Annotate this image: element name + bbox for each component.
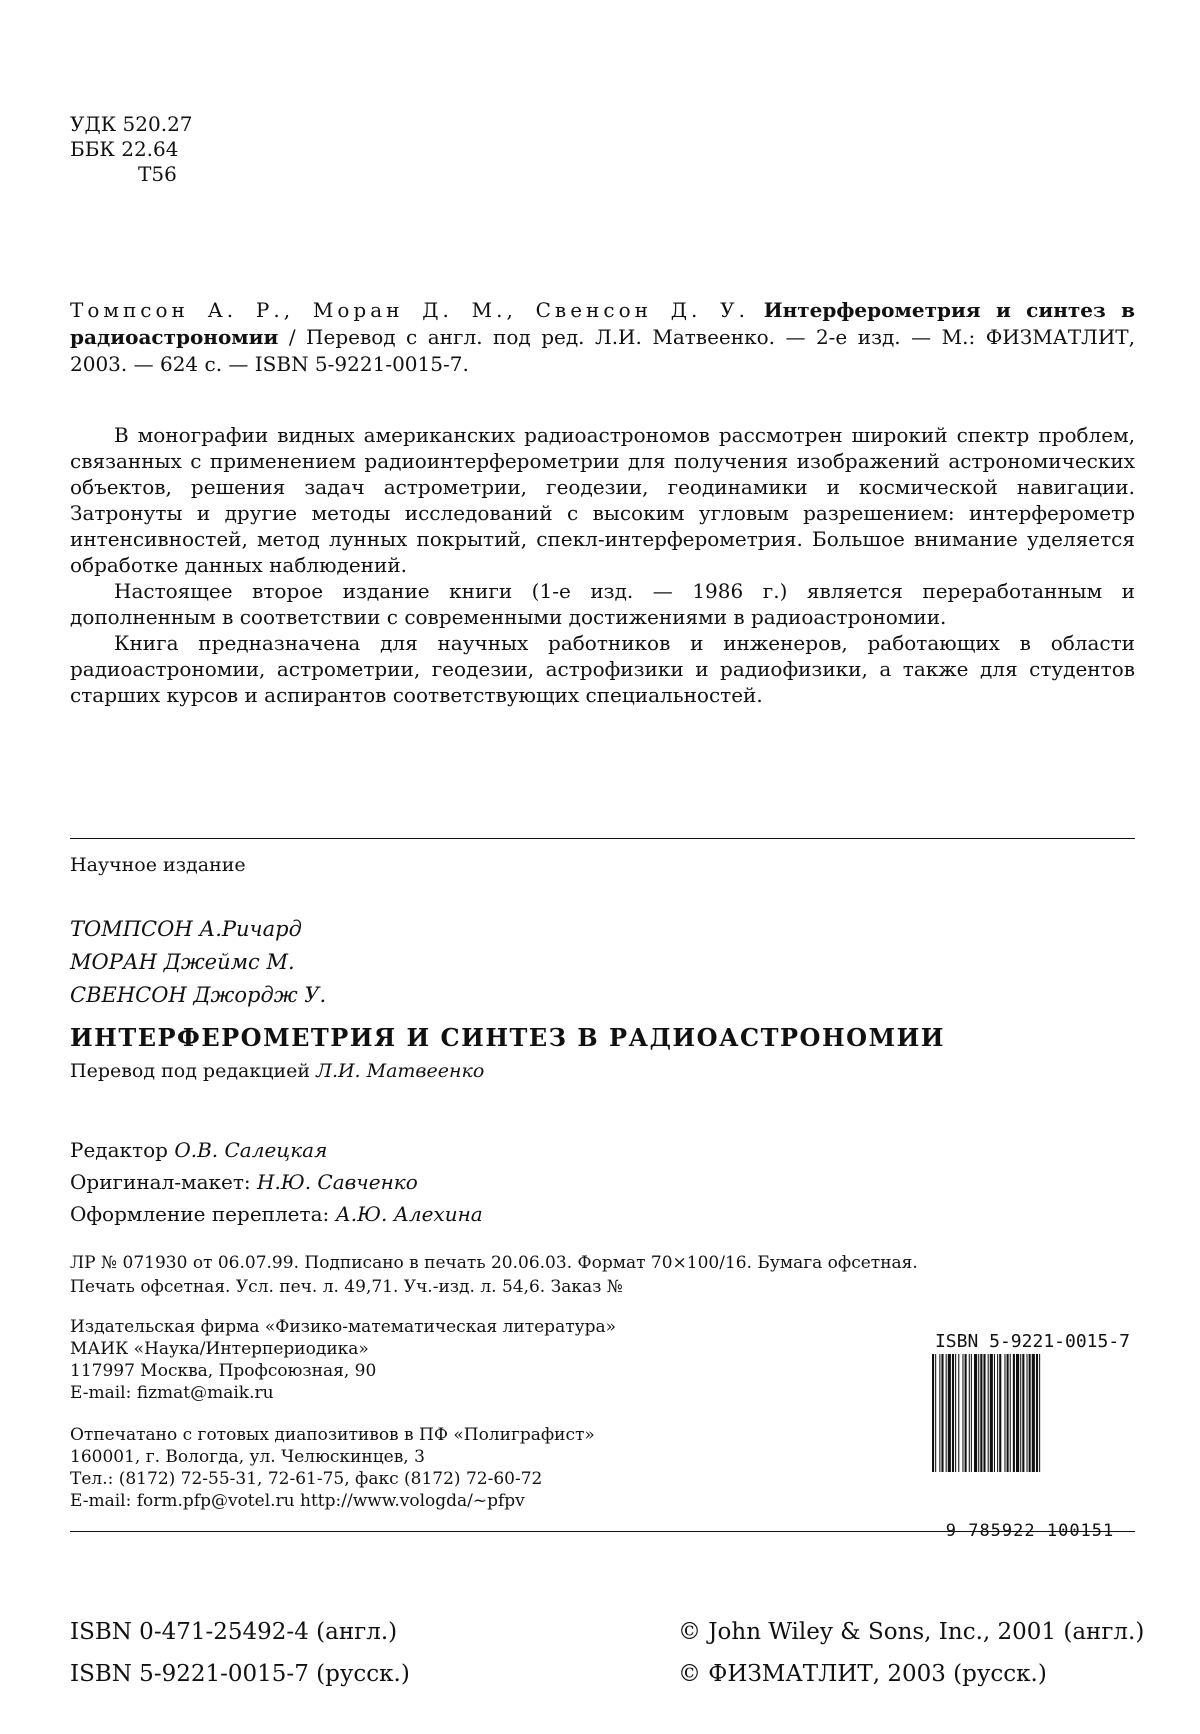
bbk-code: ББК 22.64 (70, 137, 179, 161)
barcode-bar (1013, 1354, 1015, 1472)
imprint-author: МОРАН Джеймс М. (70, 950, 295, 974)
udk-code: УДК 520.27 (70, 112, 193, 136)
citation-title: Интерферометрия и синтез в радиоастрономии (70, 298, 1136, 349)
imprint-author: ТОМПСОН А.Ричард (70, 917, 302, 941)
copyright-fizmatlit: © ФИЗМАТЛИТ, 2003 (русск.) (678, 1661, 1047, 1687)
isbn-russian: ISBN 5-9221-0015-7 (русск.) (70, 1661, 410, 1687)
translation-line (70, 1058, 484, 1085)
staff-name: А.Ю. Алехина (335, 1202, 483, 1226)
barcode-bar (974, 1354, 977, 1472)
divider-bottom (70, 1531, 1135, 1532)
edition-type: Научное издание (70, 854, 246, 876)
citation-details: / Перевод с англ. под ред. Л.И. Матвеенко. — 2-е изд. — М.: ФИЗМАТЛИТ, 2003. — 624 с. — ISBN 5-9221-0015-7. (70, 325, 1135, 376)
staff-role: Оригинал-макет: (70, 1170, 251, 1194)
annotation (70, 422, 1135, 708)
barcode-bar (1007, 1354, 1009, 1472)
citation-authors: Томпсон А. Р., Моран Д. М., Свенсон Д. У. (70, 298, 749, 322)
barcode-bar (1016, 1354, 1019, 1472)
annotation-paragraph: В монографии видных американских радиоастрономов рассмотрен широкий спектр проблем, связанных с применением радиоинтерферометрии для получения изображений астрономических объектов, решения задач астрометрии, геодезии, геодинамики и космической навигации. Затронуты и другие методы исследований с высоким угловым разрешением: интерферометр интенсивностей, метод лунных покрытий, спекл-интерферометрия. Большое внимание уделяется обработке данных наблюдений. (70, 423, 1135, 577)
barcode-bar (1004, 1354, 1005, 1472)
barcode-bar (1029, 1354, 1031, 1472)
barcode-bar (935, 1354, 936, 1472)
barcode-bar (1032, 1354, 1035, 1472)
barcode-bar (1027, 1354, 1028, 1472)
barcode-bar (1039, 1354, 1040, 1472)
barcode-bar (988, 1354, 989, 1472)
printer-line: Отпечатано с готовых диапозитивов в ПФ «Полиграфист» (70, 1425, 595, 1445)
print-info-line: Печать офсетная. Усл. печ. л. 49,71. Уч.-изд. л. 54,6. Заказ № (70, 1277, 623, 1297)
imprint-author: СВЕНСОН Джордж У. (70, 983, 327, 1007)
publisher-line: E-mail: fizmat@maik.ru (70, 1383, 274, 1403)
barcode-bar (941, 1354, 943, 1472)
barcode-bar (1036, 1354, 1038, 1472)
barcode-bar (1010, 1354, 1011, 1472)
annotation-paragraph: Книга предназначена для научных работников и инженеров, работающих в области радиоастрономии, астрометрии, геодезии, астрофизики и радиофизики, а также для студентов старших курсов и аспирантов соответствующих специальностей. (70, 631, 1135, 707)
barcode-isbn: ISBN 5-9221-0015-7 (934, 1331, 1131, 1352)
author-mark: Т56 (138, 162, 177, 186)
barcode-bar (971, 1354, 972, 1472)
bibliographic-citation (70, 297, 1135, 378)
copyright-wiley: © John Wiley & Sons, Inc., 2001 (англ.) (678, 1619, 1145, 1645)
barcode-bar (978, 1354, 979, 1472)
barcode-bar (980, 1354, 982, 1472)
barcode-bar (946, 1354, 947, 1472)
staff-row (70, 1166, 483, 1198)
barcode-bar (1020, 1354, 1021, 1472)
translation-label: Перевод под редакцией (70, 1060, 311, 1082)
staff-name: Н.Ю. Савченко (257, 1170, 418, 1194)
staff-row (70, 1134, 483, 1166)
barcode-bar (932, 1354, 934, 1472)
barcode-bar (997, 1354, 998, 1472)
barcode-bar (1022, 1354, 1024, 1472)
book-title: ИНТЕРФЕРОМЕТРИЯ И СИНТЕЗ В РАДИОАСТРОНОМИИ (70, 1023, 945, 1052)
barcode-bar (962, 1354, 963, 1472)
barcode-bar (955, 1354, 956, 1472)
barcode-icon (930, 1354, 1135, 1472)
print-info-line: ЛР № 071930 от 06.07.99. Подписано в печать 20.06.03. Формат 70×100/16. Бумага офсетная. (70, 1253, 918, 1273)
annotation-paragraph: Настоящее второе издание книги (1-е изд. — 1986 г.) является переработанным и дополненным в соответствии с современными достижениями в радиоастрономии. (70, 579, 1135, 629)
printer-info (70, 1424, 830, 1512)
barcode-bar (952, 1354, 954, 1472)
publisher-line: МАИК «Наука/Интерпериодика» (70, 1339, 369, 1359)
staff-list (70, 1134, 483, 1230)
staff-name: О.В. Салецкая (174, 1138, 328, 1162)
staff-role: Оформление переплета: (70, 1202, 330, 1226)
printer-line: 160001, г. Вологда, ул. Челюскинцев, 3 (70, 1447, 425, 1467)
barcode-bar (939, 1354, 940, 1472)
divider-top (70, 838, 1135, 839)
staff-row (70, 1198, 483, 1230)
barcode-bar (983, 1354, 985, 1472)
printer-line: Тел.: (8172) 72-55-31, 72-61-75, факс (8172) 72-60-72 (70, 1469, 543, 1489)
translation-editor: Л.И. Матвеенко (316, 1060, 485, 1082)
print-info (70, 1251, 1135, 1299)
classification-block (70, 112, 193, 187)
barcode-bar (994, 1354, 995, 1472)
barcode-bar (990, 1354, 993, 1472)
staff-role: Редактор (70, 1138, 168, 1162)
barcode-digits: 9 785922 100151 (920, 1518, 1140, 1545)
barcode-bar (965, 1354, 967, 1472)
publisher-line: Издательская фирма «Физико-математическая литература» (70, 1317, 617, 1337)
printer-line: E-mail: form.pfp@votel.ru http://www.vologda/~pfpv (70, 1491, 525, 1511)
barcode-bar (948, 1354, 951, 1472)
isbn-english: ISBN 0-471-25492-4 (англ.) (70, 1619, 398, 1645)
barcode-bar (958, 1354, 959, 1472)
barcode-bar (999, 1354, 1001, 1472)
publisher-line: 117997 Москва, Профсоюзная, 90 (70, 1361, 377, 1381)
imprint-authors (70, 913, 326, 1012)
publisher-info (70, 1316, 830, 1404)
barcode-bar (969, 1354, 970, 1472)
